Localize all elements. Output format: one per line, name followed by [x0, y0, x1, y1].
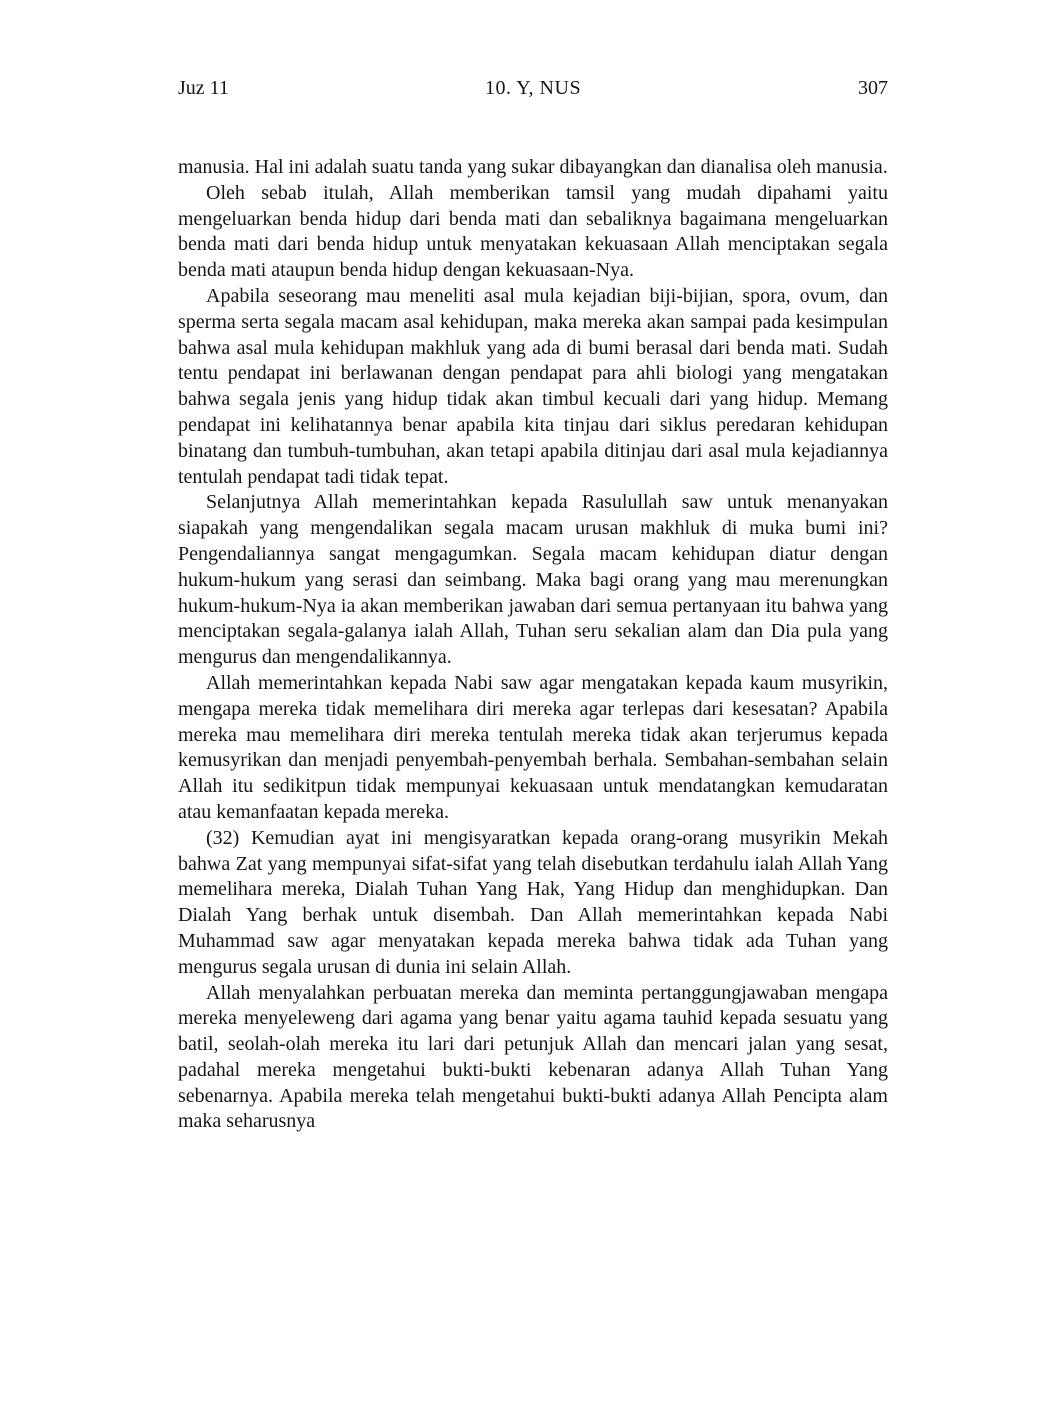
paragraph-verse-32: (32) Kemudian ayat ini mengisyaratkan kepada orang-orang musyrikin Mekah bahwa Zat yang mempunyai sifat-sifat yang telah disebutkan terdahulu ialah Allah Yang memelihara mereka, Dialah Tuhan Yang Hak, Yang Hidup dan menghidupkan. Dan Dialah Yang berhak untuk disembah. Dan Allah memerintahkan kepada Nabi Muhammad saw agar menyatakan kepada mereka bahwa tidak ada Tuhan yang mengurus segala urusan di dunia ini selain Allah. — [178, 826, 888, 978]
paragraph: Allah menyalahkan perbuatan mereka dan meminta pertanggungjawaban mengapa mereka menyeleweng dari agama yang benar yaitu agama tauhid kepada sesuatu yang batil, seolah-olah mereka itu lari dari petunjuk Allah dan mencari jalan yang sesat, padahal mereka mengetahui bukti-bukti kebenaran adanya Allah Tuhan Yang sebenarnya. Apabila mereka telah mengetahui bukti-bukti adanya Allah Pencipta alam maka seharusnya — [178, 981, 888, 1133]
page-header — [178, 76, 888, 100]
paragraph: Selanjutnya Allah memerintahkan kepada Rasulullah saw untuk menanyakan siapakah yang mengendalikan segala macam urusan makhluk di muka bumi ini? Pengendaliannya sangat mengagumkan. Segala macam kehidupan diatur dengan hukum-hukum yang serasi dan seimbang. Maka bagi orang yang mau merenungkan hukum-hukum-Nya ia akan memberikan jawaban dari semua pertanyaan itu bahwa yang menciptakan segala-galanya ialah Allah, Tuhan seru sekalian alam dan Dia pula yang mengurus dan mengendalikannya. — [178, 491, 888, 669]
document-body — [178, 155, 888, 1135]
header-juz-label: Juz 11 — [178, 77, 229, 99]
paragraph: Oleh sebab itulah, Allah memberikan tamsil yang mudah dipahami yaitu mengeluarkan benda hidup dari benda mati dan sebaliknya bagaimana mengeluarkan benda mati dari benda hidup untuk menyatakan kekuasaan Allah menciptakan segala benda mati ataupun benda hidup dengan kekuasaan-Nya. — [178, 181, 888, 282]
header-page-number: 307 — [858, 77, 889, 99]
paragraph: Allah memerintahkan kepada Nabi saw agar mengatakan kepada kaum musyrikin, mengapa mereka tidak memelihara diri mereka agar terlepas dari kesesatan? Apabila mereka mau memelihara diri mereka tentulah mereka tidak akan terjerumus kepada kemusyrikan dan menjadi penyembah-penyembah berhala. Sembahan-sembahan selain Allah itu sedikitpun tidak mempunyai kekuasaan untuk mendatangkan kemudaratan atau kemanfaatan kepada mereka. — [178, 671, 888, 823]
header-surah-title: 10. Y, NUS — [484, 77, 582, 99]
paragraph-continuation: manusia. Hal ini adalah suatu tanda yang sukar dibayangkan dan dianalisa oleh manusia. — [178, 156, 888, 178]
paragraph: Apabila seseorang mau meneliti asal mula kejadian biji-bijian, spora, ovum, dan sperma serta segala macam asal kehidupan, maka mereka akan sampai pada kesimpulan bahwa asal mula kehidupan makhluk yang ada di bumi berasal dari benda mati. Sudah tentu pendapat ini berlawanan dengan pendapat para ahli biologi yang mengatakan bahwa segala jenis yang hidup tidak akan timbul kecuali dari yang hidup. Memang pendapat ini kelihatannya benar apabila kita tinjau dari siklus peredaran kehidupan binatang dan tumbuh-tumbuhan, akan tetapi apabila ditinjau dari asal mula kejadiannya tentulah pendapat tadi tidak tepat. — [178, 284, 888, 488]
